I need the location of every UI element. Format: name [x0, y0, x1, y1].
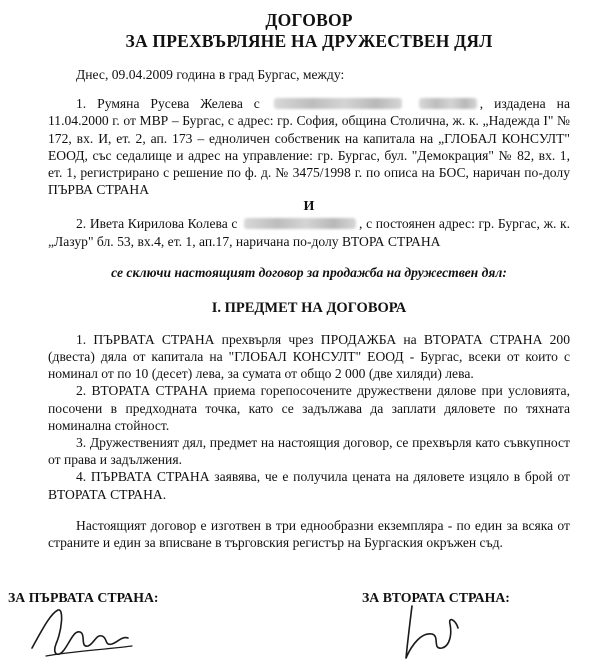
and-separator: И	[303, 199, 315, 215]
signature-label-first-party: ЗА ПЪРВАТА СТРАНА:	[8, 590, 159, 605]
second-party-signature	[392, 598, 482, 666]
party2-paragraph: 2. Ивета Кирилова Колева с , с постоянен адрес: гр. Бургас, ж. к. „Лазур" бл. 53, вх.4, ет. 1, ап.17, наричана по-долу ВТОРА СТРАНА	[48, 216, 570, 249]
date-line: Днес, 09.04.2009 година в град Бургас, между:	[76, 67, 345, 82]
document-subtitle: ЗА ПРЕХВЪРЛЯНЕ НА ДРУЖЕСТВЕН ДЯЛ	[125, 31, 493, 51]
clause-item: 4. ПЪРВАТА СТРАНА заявява, че е получила цената на дяловете изцяло в брой от ВТОРАТА СТРАНА.	[48, 469, 570, 502]
clause-item: 1. ПЪРВАТА СТРАНА прехвърля чрез ПРОДАЖБА на ВТОРАТА СТРАНА 200 (двеста) дяла от капитала на "ГЛОБАЛ КОНСУЛТ" ЕООД - Бургас, всеки от които с номинал от по 10 (десет) лева, за сумата от общо 2 000 (две хиляди) лева.	[48, 331, 570, 382]
party1-details: издадена на 11.04.2000 г. от МВР – Бургас, с адрес: гр. София, община Столична, ж. к. „Надежда I" № 172, вх. И, ет. 2, ап. 173 – едноличен собственик на капитала на „ГЛОБАЛ КОНСУЛТ" ЕООД, със седалище и адрес на управление: гр. Бургас, бул. "Демокрация" № 82, вх. 1, ет. 1, регистрирано с решение по ф. д. № 3475/1998 г. по описа на БОС, наричан по-долу ПЪРВА СТРАНА	[48, 96, 570, 198]
redacted-id-number	[274, 98, 402, 109]
section-title: I. ПРЕДМЕТ НА ДОГОВОРА	[211, 299, 407, 316]
redacted-id-number	[244, 218, 356, 229]
clause-item: 2. ВТОРАТА СТРАНА приема горепосочените дружествени дялове при условията, посочени в предходната точка, като се задължава да заплати дяловете по тяхната номинална стойност.	[48, 383, 570, 433]
contract-intro: се сключи настоящият договор за продажба на дружествен дял:	[111, 264, 507, 280]
party1-name: 1. Румяна Русева Желева с	[76, 96, 260, 112]
clause-item: 3. Дружественият дял, предмет на настоящия договор, се прехвърля като съвкупност от права и задължения.	[48, 435, 570, 468]
closing-paragraph: Настоящият договор е изготвен в три еднообразни екземпляра - по един за всяка от страните и един за вписване в търговския регистър на Бургаския окръжен съд.	[48, 517, 570, 551]
clauses-list	[48, 331, 570, 503]
party2-name: 2. Ивета Кирилова Колева с	[76, 216, 238, 232]
document-title: ДОГОВОР	[265, 10, 353, 30]
redacted-id-card	[419, 98, 477, 109]
party2-details: с постоянен адрес: гр. Бургас, ж. к. „Лазур" бл. 53, вх.4, ет. 1, ап.17, наричана по-долу ВТОРА СТРАНА	[48, 216, 570, 249]
party1-paragraph: 1. Румяна Русева Желева с , издадена на 11.04.2000 г. от МВР – Бургас, с адрес: гр. София, община Столична, ж. к. „Надежда I" № 172, вх. И, ет. 2, ап. 173 – едноличен собственик на капитала на „ГЛОБАЛ КОНСУЛТ" ЕООД, със седалище и адрес на управление: гр. Бургас, бул. "Демокрация" № 82, вх. 1, ет. 1, регистрирано с решение по ф. д. № 3475/1998 г. по описа на БОС, наричан по-долу ПЪРВА СТРАНА	[48, 96, 570, 198]
signature-label-second-party: ЗА ВТОРАТА СТРАНА:	[362, 590, 510, 605]
first-party-signature	[28, 600, 138, 666]
